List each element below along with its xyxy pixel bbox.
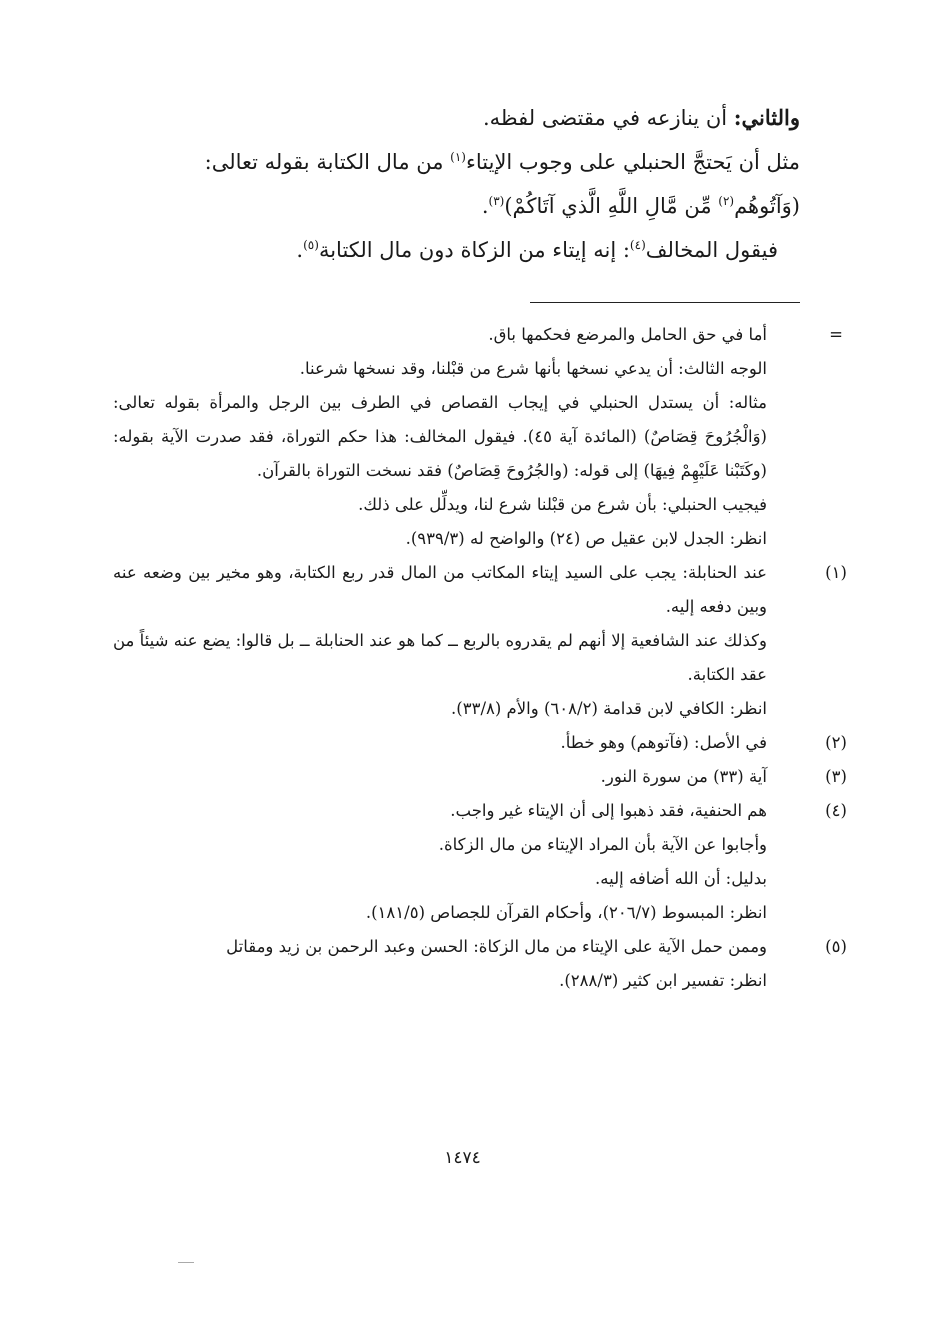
footnote-line: آية (٣٣) من سورة النور.: [600, 767, 767, 786]
footnote-line: وكذلك عند الشافعية إلا أنهم لم يقدروه بالربع ــ كما هو عند الحنابلة ــ بل قالوا: يضع عنه شيئاً من عقد الكتابة.: [113, 631, 767, 684]
quran-verse: (وَآتُوهُم$^{(٢)}$ مِّن مَّالِ اللَّهِ الَّذي آتَاكُمْ)$^{(٣)}$.: [481, 194, 800, 218]
footnote-line: انظر: المبسوط (٢٠٦/٧)، وأحكام القرآن للجصاص (١٨١/٥).: [365, 903, 767, 922]
footnote-number: (٢): [825, 733, 847, 752]
continuation-mark: =: [829, 325, 843, 344]
footnote-line: انظر: الجدل لابن عقيل ص (٢٤) والواضح له (٩٣٩/٣).: [405, 529, 767, 548]
footnote-number: (٣): [825, 767, 847, 786]
footnote-line: بدليل: أن الله أضافه إليه.: [595, 869, 767, 888]
footnote-ref-5[interactable]: (٥): [303, 238, 319, 252]
footnote-line: انظر: تفسير ابن كثير (٢٨٨/٣).: [559, 971, 767, 990]
main-paragraph-1: والثاني: أن ينازعه في مقتضى لفظه.: [482, 105, 800, 130]
scan-mark: [178, 1262, 194, 1263]
main-paragraph-2: مثل أن يَحتجَّ الحنبلي على وجوب الإيتاء$^{(١)}$ من مال الكتابة بقوله تعالى:: [204, 150, 800, 174]
footnote-2: [113, 726, 847, 760]
footnote-line: فيجيب الحنبلي: بأن شرع من قبْلنا شرع لنا، ويدلِّل على ذلك.: [358, 495, 767, 514]
footnote-continuation: [113, 318, 843, 556]
footnote-ref-2[interactable]: (٢): [718, 194, 735, 208]
footnote-line: وأجابوا عن الآية بأن المراد الإيتاء من مال الزكاة.: [438, 835, 767, 854]
footnote-line: الوجه الثالث: أن يدعي نسخها بأنها شرع من قبْلنا، وقد نسخها شرعنا.: [299, 359, 767, 378]
footnote-line: مثاله: أن يستدل الحنبلي في إيجاب القصاص في الطرف بين الرجل والمرأة بقوله تعالى: (وَالْجُرُوحَ قِصَاصٌ) (المائدة آية ٤٥). فيقول المخالف: هذا حكم التوراة، فقد صدرت الآية بقوله: (وكَتَبْنا عَلَيْهِمْ فِيهَا) إلى قوله: (والجُرُوحَ قِصَاصٌ) فقد نسخت التوراة بالقرآن.: [113, 393, 767, 480]
footnote-1: [113, 556, 847, 726]
second-heading: والثاني:: [733, 105, 800, 130]
footnote-3: [113, 760, 847, 794]
footnote-line: في الأصل: (فآتوهم) وهو خطأ.: [560, 733, 767, 752]
footnote-4: [113, 794, 847, 930]
footnote-line: هم الحنفية، فقد ذهبوا إلى أن الإيتاء غير واجب.: [450, 801, 767, 820]
page-number: ١٤٧٤: [444, 1148, 481, 1168]
footnote-5: [113, 930, 847, 998]
main-paragraph-3: فيقول المخالف$^{(٤)}$: إنه إيتاء من الزكاة دون مال الكتابة$^{(٥)}$.: [296, 238, 778, 262]
footnote-number: (٤): [825, 801, 847, 820]
footnote-line: انظر: الكافي لابن قدامة (٦٠٨/٢) والأم (٣٣/٨).: [451, 699, 767, 718]
footnote-number: (٥): [825, 937, 847, 956]
footnote-ref-1[interactable]: (١): [450, 150, 466, 164]
footnote-ref-4[interactable]: (٤): [629, 238, 646, 252]
footnote-number: (١): [825, 563, 847, 582]
footnote-separator: [530, 302, 800, 303]
footnotes: [113, 318, 847, 998]
main-text: [120, 96, 800, 272]
footnote-line: وممن حمل الآية على الإيتاء من مال الزكاة: الحسن وعبد الرحمن بن زيد ومقاتل: [226, 937, 767, 956]
footnote-line: أما في حق الحامل والمرضع فحكمها باق.: [488, 325, 767, 344]
footnote-line: عند الحنابلة: يجب على السيد إيتاء المكاتب من المال قدر ربع الكتابة، وهو مخير بين وضعه عنه وبين دفعه إليه.: [113, 563, 767, 616]
footnote-ref-3[interactable]: (٣): [488, 194, 505, 208]
